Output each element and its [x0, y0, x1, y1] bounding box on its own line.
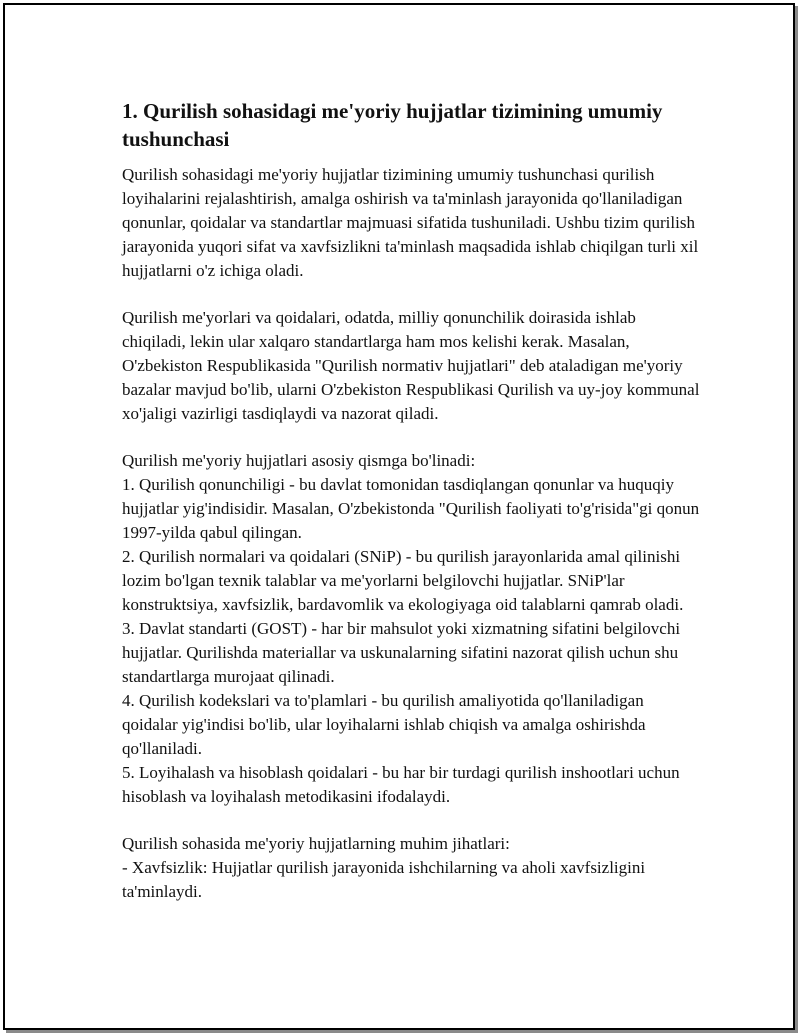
list-item: - Xavfsizlik: Hujjatlar qurilish jarayonida ishchilarning va aholi xavfsizligini ta'minlaydi. — [122, 858, 646, 901]
list-intro: Qurilish me'yoriy hujjatlari asosiy qismga bo'linadi: — [122, 451, 476, 470]
document-content — [122, 97, 702, 927]
list-item: 2. Qurilish normalari va qoidalari (SNiP) - bu qurilish jarayonlarida amal qilinishi lozim bo'lgan texnik talablar va me'yorlarni belgilovchi hujjatlar. SNiP'lar konstruktsiya, xavfsizlik, bardavomlik va ekologiyaga oid talablarni qamrab oladi. — [122, 547, 684, 614]
paragraph-general-concept: Qurilish sohasidagi me'yoriy hujjatlar tizimining umumiy tushunchasi qurilish loyihalarini rejalashtirish, amalga oshirish va ta'minlash jarayonida qo'llaniladigan qonunlar, qoidalar va standartlar majmuasi sifatida tushuniladi. Ushbu tizim qurilish jarayonida yuqori sifat va xavfsizlikni ta'minlash maqsadida ishlab chiqilgan turli xil hujjatlarni o'z ichiga oladi. — [122, 165, 699, 280]
document-title: 1. Qurilish sohasidagi me'yoriy hujjatlar tizimining umumiy tushunchasi — [122, 99, 663, 151]
paragraph-national-norms: Qurilish me'yorlari va qoidalari, odatda, milliy qonunchilik doirasida ishlab chiqiladi, lekin ular xalqaro standartlarga ham mos kelishi kerak. Masalan, O'zbekiston Respublikasida "Qurilish normativ hujjatlari" deb ataladigan me'yoriy bazalar mavjud bo'lib, ularni O'zbekiston Respublikasi Qurilish va uy-joy kommunal xo'jaligi vazirligi tasdiqlaydi va nazorat qiladi. — [122, 308, 700, 423]
important-aspects-list — [122, 832, 702, 904]
list-item: 3. Davlat standarti (GOST) - har bir mahsulot yoki xizmatning sifatini belgilovchi hujjatlar. Qurilishda materiallar va uskunalarning sifatini nazorat qilish uchun shu standartlarga murojaat qilinadi. — [122, 619, 681, 686]
list-item: 5. Loyihalash va hisoblash qoidalari - bu har bir turdagi qurilish inshootlari uchun hisoblash va loyihalash metodikasini ifodalaydi. — [122, 763, 680, 806]
document-page — [3, 3, 795, 1030]
aspects-intro: Qurilish sohasida me'yoriy hujjatlarning muhim jihatlari: — [122, 834, 510, 853]
document-types-list — [122, 449, 702, 809]
list-item: 4. Qurilish kodekslari va to'plamlari - bu qurilish amaliyotida qo'llaniladigan qoidalar yig'indisi bo'lib, ular loyihalarni ishlab chiqish va amalga oshirishda qo'llaniladi. — [122, 691, 646, 758]
list-item: 1. Qurilish qonunchiligi - bu davlat tomonidan tasdiqlangan qonunlar va huquqiy hujjatlar yig'indisidir. Masalan, O'zbekistonda "Qurilish faoliyati to'g'risida"gi qonun 1997-yilda qabul qilingan. — [122, 475, 700, 542]
